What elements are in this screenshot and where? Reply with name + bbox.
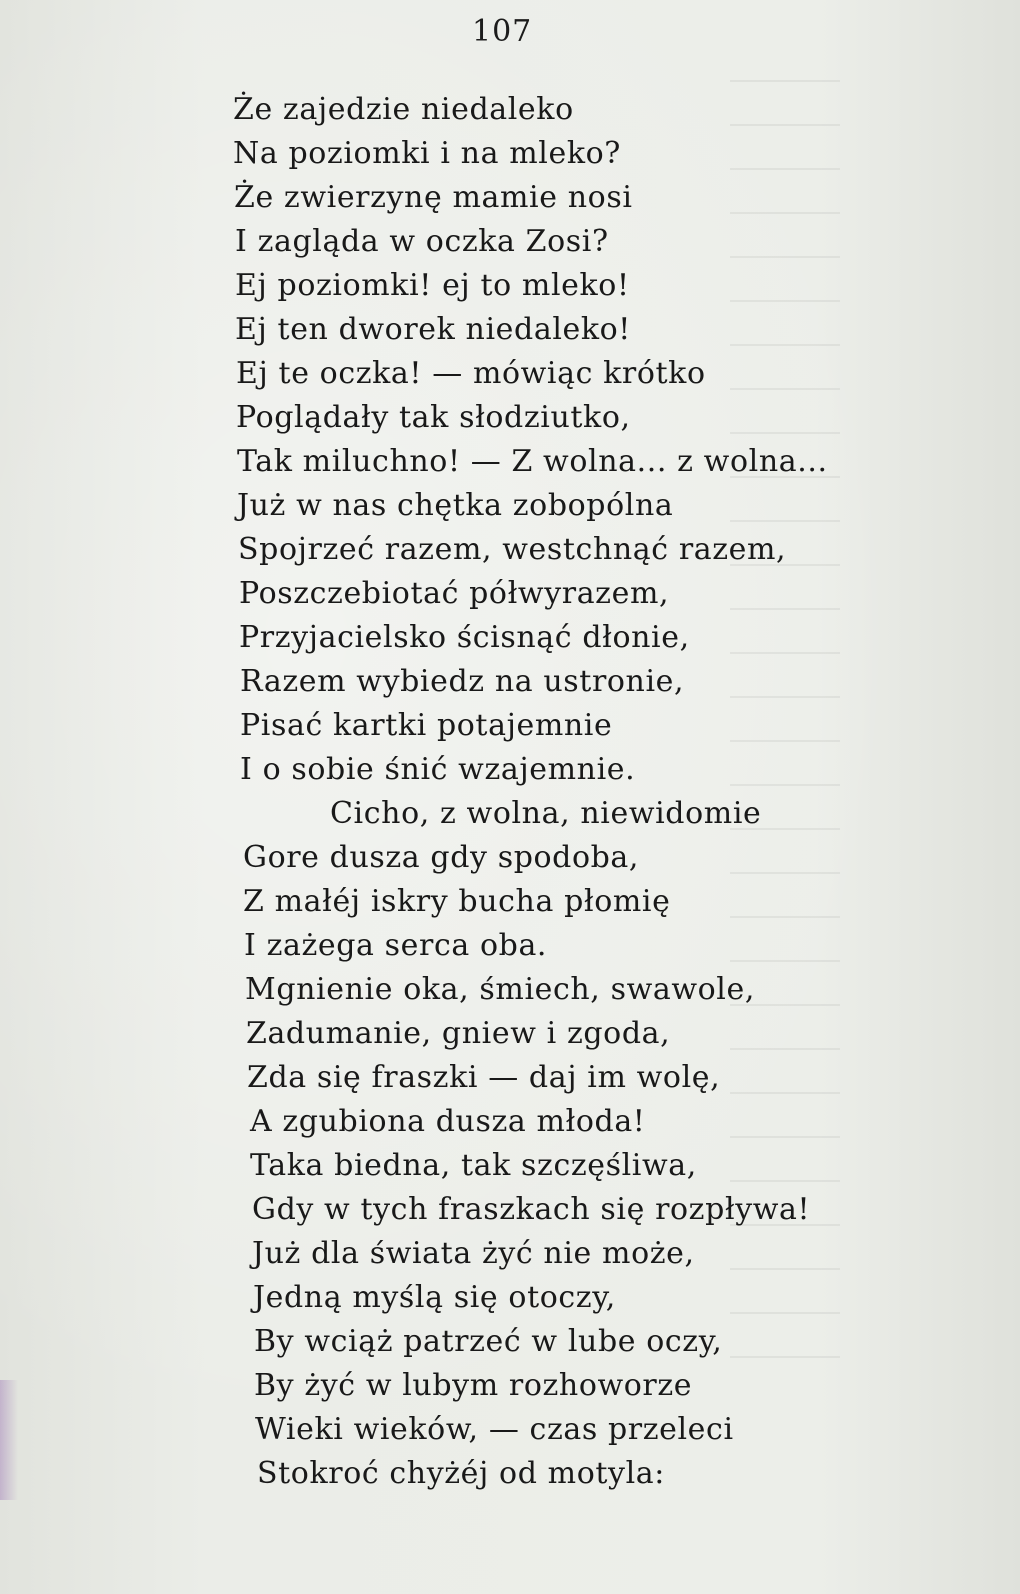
poem-line: Jedną myślą się otoczy, xyxy=(253,1280,616,1315)
poem-line: Razem wybiedz na ustronie, xyxy=(240,664,685,699)
poem-line: Przyjacielsko ścisnąć dłonie, xyxy=(239,620,690,655)
poem-line: Poglądały tak słodziutko, xyxy=(236,400,631,435)
poem-line: Że zajedzie niedaleko xyxy=(233,92,574,127)
poem-line: Ej te oczka! — mówiąc krótko xyxy=(236,356,706,391)
page-number: 107 xyxy=(472,14,533,49)
poem-line: Na poziomki i na mleko? xyxy=(233,136,621,171)
poem-line: By wciąż patrzeć w lube oczy, xyxy=(254,1324,723,1359)
poem-line: Spojrzeć razem, westchnąć razem, xyxy=(238,532,787,567)
poem-line: Ej ten dworek niedaleko! xyxy=(235,312,631,347)
poem-line: Tak miluchno! — Z wolna... z wolna... xyxy=(237,444,828,479)
poem-line: Że zwierzynę mamie nosi xyxy=(234,180,633,215)
poem-line: By żyć w lubym rozhoworze xyxy=(254,1368,693,1403)
poem-line: Cicho, z wolna, niewidomie xyxy=(330,796,762,831)
poem-line: Taka biedna, tak szczęśliwa, xyxy=(250,1148,697,1183)
poem-line: Gore dusza gdy spodoba, xyxy=(243,840,640,875)
poem-line: Zadumanie, gniew i zgoda, xyxy=(246,1016,671,1051)
poem-line: Ej poziomki! ej to mleko! xyxy=(235,268,630,303)
poem-line: I zagląda w oczka Zosi? xyxy=(235,224,609,259)
poem-line: Z małéj iskry bucha płomię xyxy=(243,884,671,919)
poem-line: Wieki wieków, — czas przeleci xyxy=(255,1412,734,1447)
poem-line: Zda się fraszki — daj im wolę, xyxy=(247,1060,721,1095)
poem-line: Stokroć chyżéj od motyla: xyxy=(257,1456,665,1491)
poem-line: Poszczebiotać półwyrazem, xyxy=(239,576,670,611)
poem-line: Już dla świata żyć nie może, xyxy=(252,1236,695,1271)
poem-line: I o sobie śnić wzajemnie. xyxy=(240,752,636,787)
poem-line: Już w nas chętka zobopólna xyxy=(237,488,674,523)
poem-line: Mgnienie oka, śmiech, swawole, xyxy=(245,972,755,1007)
poem-line: I zażega serca oba. xyxy=(244,928,548,963)
poem-line: Gdy w tych fraszkach się rozpływa! xyxy=(252,1192,811,1227)
poem-line: A zgubiona dusza młoda! xyxy=(250,1104,646,1139)
poem-line: Pisać kartki potajemnie xyxy=(240,708,613,743)
